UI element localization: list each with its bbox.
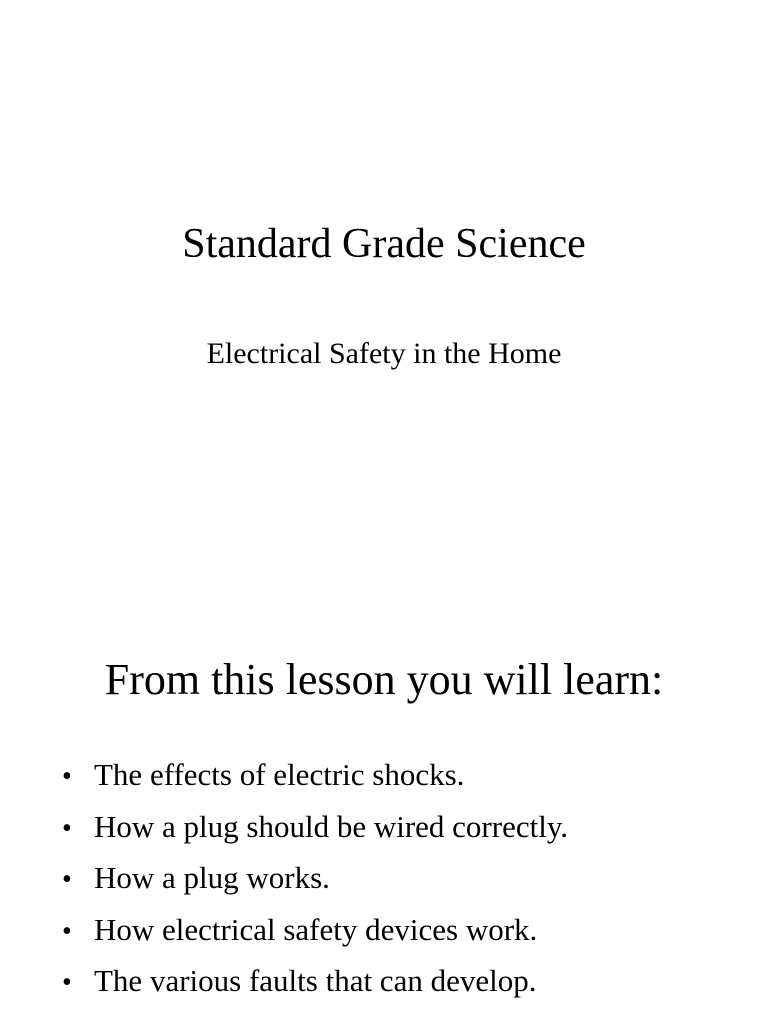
list-item bbox=[62, 956, 568, 1008]
bullet-icon: • bbox=[62, 915, 72, 947]
bullet-icon: • bbox=[62, 761, 72, 792]
bullet-icon: • bbox=[62, 864, 72, 895]
list-item-text: The effects of electric shocks. bbox=[94, 757, 465, 792]
list-item-text: The various faults that can develop. bbox=[94, 963, 537, 998]
objectives-slide bbox=[0, 512, 768, 1024]
bullet-icon: • bbox=[62, 812, 72, 844]
slide-title: Standard Grade Science bbox=[182, 221, 586, 267]
list-item-text: How a plug should be wired correctly. bbox=[94, 808, 569, 844]
bullet-icon: • bbox=[62, 967, 72, 998]
list-item bbox=[62, 853, 568, 905]
list-item-text: How electrical safety devices work. bbox=[94, 911, 538, 947]
slide-subtitle: Electrical Safety in the Home bbox=[206, 337, 562, 370]
objectives-list bbox=[62, 750, 568, 1008]
list-item bbox=[62, 802, 568, 854]
list-item bbox=[62, 750, 568, 802]
list-item bbox=[62, 905, 568, 957]
objectives-heading: From this lesson you will learn: bbox=[104, 655, 664, 704]
list-item-text: How a plug works. bbox=[94, 860, 330, 895]
